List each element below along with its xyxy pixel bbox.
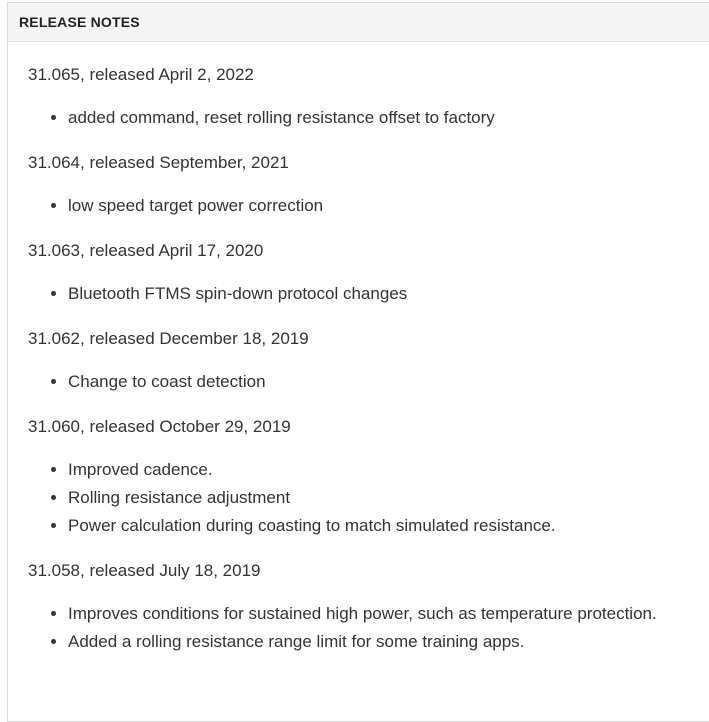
release-heading: 31.063, released April 17, 2020	[28, 241, 264, 260]
release-entry	[28, 560, 709, 656]
change-list	[28, 280, 709, 308]
release-heading: 31.065, released April 2, 2022	[28, 65, 254, 84]
change-list	[28, 104, 709, 132]
change-item: • Bluetooth FTMS spin-down protocol changes	[68, 280, 709, 308]
change-list	[28, 368, 709, 396]
release-entry	[28, 240, 709, 308]
change-item: • Power calculation during coasting to match simulated resistance.	[68, 512, 709, 540]
release-entry	[28, 152, 709, 220]
release-heading: 31.062, released December 18, 2019	[28, 329, 309, 348]
panel-header	[8, 3, 709, 42]
change-list	[28, 600, 709, 656]
change-item: • Rolling resistance adjustment	[68, 484, 709, 512]
release-entry	[28, 328, 709, 396]
release-heading: 31.060, released October 29, 2019	[28, 417, 291, 436]
release-entry	[28, 416, 709, 540]
change-item: • Improves conditions for sustained high power, such as temperature protection.	[68, 600, 709, 628]
change-item: • Added a rolling resistance range limit for some training apps.	[68, 628, 709, 656]
change-list	[28, 192, 709, 220]
change-list	[28, 456, 709, 540]
change-item: • low speed target power correction	[68, 192, 709, 220]
change-item: • Change to coast detection	[68, 368, 709, 396]
release-list	[8, 42, 709, 656]
change-item: • Improved cadence.	[68, 456, 709, 484]
panel-title: RELEASE NOTES	[19, 14, 140, 30]
release-heading: 31.058, released July 18, 2019	[28, 561, 261, 580]
release-heading: 31.064, released September, 2021	[28, 153, 289, 172]
change-item: • added command, reset rolling resistance offset to factory	[68, 104, 709, 132]
release-entry	[28, 64, 709, 132]
release-notes-panel	[7, 2, 709, 722]
